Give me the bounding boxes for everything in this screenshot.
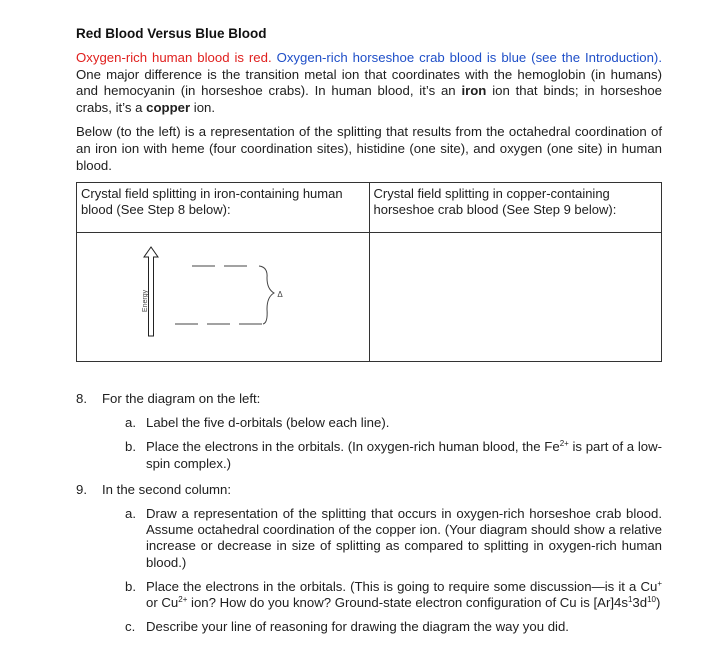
step-9c: [102, 619, 662, 635]
step-8b: [102, 439, 662, 471]
right-header: Crystal field splitting in copper-containing horseshoe crab blood (See Step 9 below):: [369, 183, 662, 233]
substep-text: Label the five d-orbitals (below each line).: [146, 415, 390, 431]
copper-diagram-cell[interactable]: [369, 233, 662, 362]
step-9: [76, 482, 662, 636]
substep-text: Describe your line of reasoning for drawing the diagram the way you did.: [146, 619, 569, 635]
splitting-diagram: [77, 233, 369, 357]
step-text: For the diagram on the left:: [102, 391, 261, 406]
delta-label: Δ: [277, 290, 283, 300]
step-8a: [102, 415, 662, 431]
iron-word: iron: [461, 83, 487, 99]
substep-text: Draw a representation of the splitting that occurs in oxygen-rich horseshoe crab blood. Assume octahedral coordination of the copper ion. (Your diagram should show a relative increase or decrease in size of splitting as compared to splitting in oxygen-rich human blood.): [146, 506, 662, 570]
intro-text-2: ion that binds; in horseshoe crabs, it’s a: [76, 83, 663, 115]
steps-list: [76, 391, 662, 645]
substep-text: Place the electrons in the orbitals. (In oxygen-rich human blood, the $Fe^{2+}$ is part of a low-spin complex.): [146, 439, 662, 471]
substep-label: a.: [125, 506, 136, 522]
intro-text-1: One major difference is the transition metal ion that coordinates with the hemoglobin (in humans) and hemocyanin (in horseshoe crabs). In human blood, it’s an: [76, 66, 662, 99]
substep-label: b.: [125, 578, 136, 594]
step-text: In the second column:: [102, 481, 232, 497]
splitting-brace-icon: [259, 266, 274, 324]
left-header: Crystal field splitting in iron-containing human blood (See Step 8 below):: [77, 183, 370, 233]
intro-paragraph: [76, 50, 662, 116]
substep-text: Place the electrons in the orbitals. (This is going to require some discussion—is it a Cu+ or $Cu^{2+}$ ion? How do you know? Ground-state electron configuration of Cu is $[Ar]4s^13d^{10}$): [146, 578, 662, 611]
energy-label: Energy: [142, 290, 149, 313]
copper-word: copper: [146, 99, 191, 115]
worksheet: [76, 26, 662, 362]
page-title: Red Blood Versus Blue Blood: [76, 26, 267, 41]
splitting-paragraph: Below (to the left) is a representation of the splitting that results from the octahedral coordination of an iron ion with heme (four coordination sites), histidine (one site), and oxygen (one site) in human blood.: [76, 124, 662, 173]
substep-label: a.: [125, 415, 136, 431]
step-8: [76, 391, 662, 472]
blue-blood-sentence: Oxygen-rich horseshoe crab blood is blue (see the Introduction).: [276, 50, 662, 65]
iron-diagram-cell: [77, 233, 370, 362]
step-number: 8.: [76, 391, 87, 406]
intro-text-3: ion.: [193, 99, 216, 115]
red-blood-sentence: Oxygen-rich human blood is red.: [76, 50, 272, 65]
substep-label: b.: [125, 439, 136, 455]
substep-label: c.: [125, 619, 136, 635]
step-number: 9.: [76, 481, 87, 497]
splitting-table: [76, 182, 662, 362]
step-9a: [102, 506, 662, 571]
step-9b: [102, 579, 662, 611]
